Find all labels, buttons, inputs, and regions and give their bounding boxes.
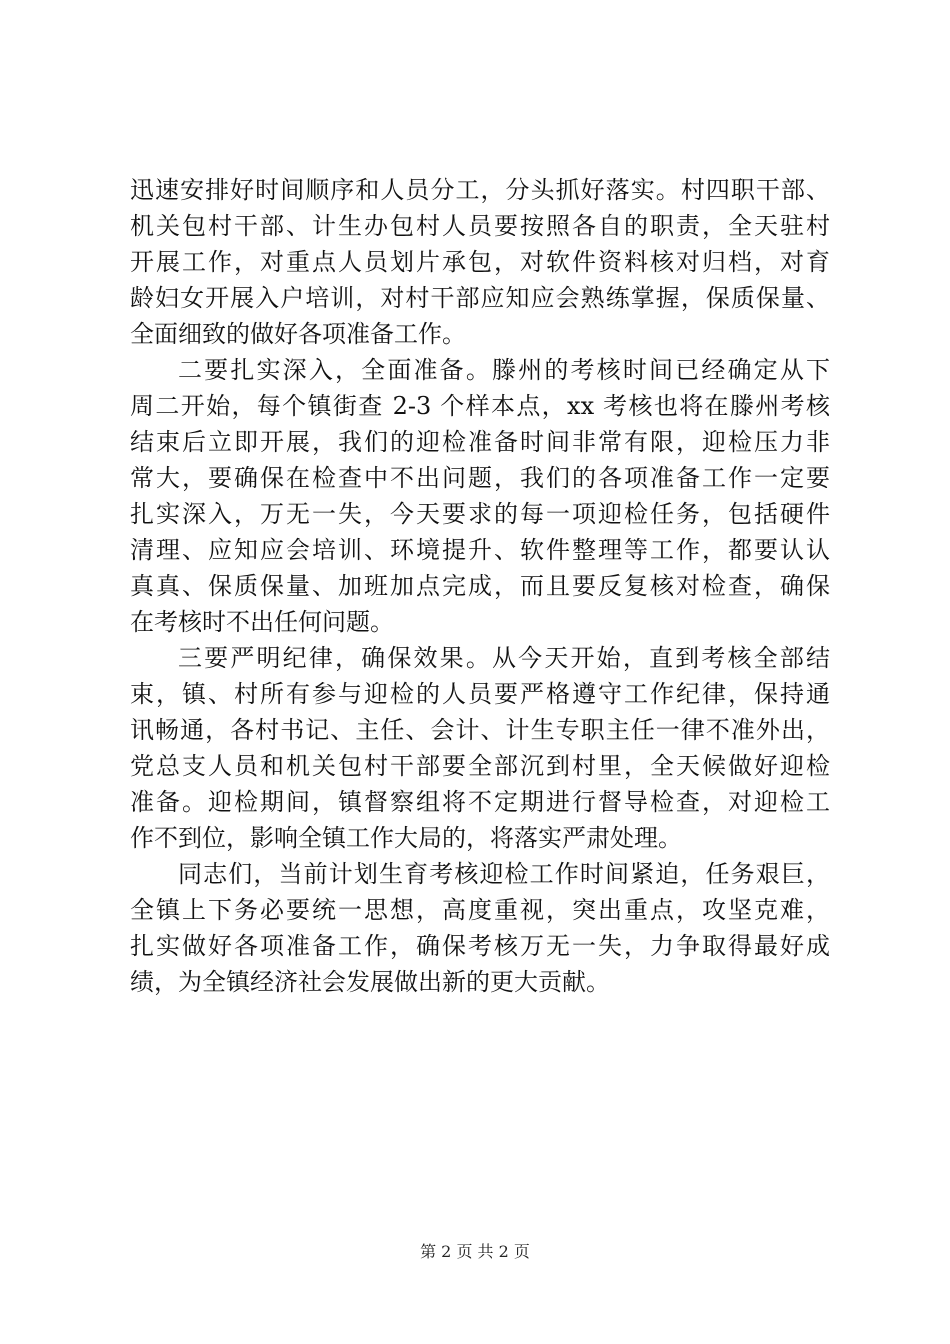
page-number-label: 第 2 页 共 2 页 bbox=[420, 1242, 530, 1261]
text-line: 机关包村干部、计生办包村人员要按照各自的职责，全天驻村 bbox=[130, 212, 830, 240]
paragraph-start-line: 同志们，当前计划生育考核迎检工作时间紧迫，任务艰巨， bbox=[178, 860, 830, 888]
text-line: 作不到位，影响全镇工作大局的，将落实严肃处理。 bbox=[130, 824, 682, 852]
paragraph-start-line: 二要扎实深入，全面准备。滕州的考核时间已经确定从下 bbox=[178, 356, 830, 384]
document-body bbox=[130, 172, 830, 1000]
text-line: 绩，为全镇经济社会发展做出新的更大贡献。 bbox=[130, 968, 610, 996]
text-line: 结束后立即开展，我们的迎检准备时间非常有限，迎检压力非 bbox=[130, 428, 830, 456]
text-line: 龄妇女开展入户培训，对村干部应知应会熟练掌握，保质保量、 bbox=[130, 284, 830, 312]
text-line: 在考核时不出任何问题。 bbox=[130, 608, 394, 636]
text-line: 开展工作，对重点人员划片承包，对软件资料核对归档，对育 bbox=[130, 248, 830, 276]
text-line: 扎实做好各项准备工作，确保考核万无一失，力争取得最好成 bbox=[130, 932, 830, 960]
text-line: 扎实深入，万无一失，今天要求的每一项迎检任务，包括硬件 bbox=[130, 500, 830, 528]
text-line: 全面细致的做好各项准备工作。 bbox=[130, 320, 466, 348]
text-line: 全镇上下务必要统一思想，高度重视，突出重点，攻坚克难， bbox=[130, 896, 830, 924]
paragraph-start-line: 三要严明纪律，确保效果。从今天开始，直到考核全部结 bbox=[178, 644, 830, 672]
text-line: 常大，要确保在检查中不出问题，我们的各项准备工作一定要 bbox=[130, 464, 830, 492]
page-footer bbox=[0, 1240, 950, 1264]
text-line: 迅速安排好时间顺序和人员分工，分头抓好落实。村四职干部、 bbox=[130, 176, 830, 204]
text-line: 讯畅通，各村书记、主任、会计、计生专职主任一律不准外出， bbox=[130, 716, 830, 744]
text-line: 真真、保质保量、加班加点完成，而且要反复核对检查，确保 bbox=[130, 572, 830, 600]
text-line: 清理、应知应会培训、环境提升、软件整理等工作，都要认认 bbox=[130, 536, 830, 564]
text-line: 周二开始，每个镇街查 2-3 个样本点，xx 考核也将在滕州考核 bbox=[130, 392, 830, 420]
text-line: 准备。迎检期间，镇督察组将不定期进行督导检查，对迎检工 bbox=[130, 788, 830, 816]
text-line: 党总支人员和机关包村干部要全部沉到村里，全天候做好迎检 bbox=[130, 752, 830, 780]
text-line: 束，镇、村所有参与迎检的人员要严格遵守工作纪律，保持通 bbox=[130, 680, 830, 708]
